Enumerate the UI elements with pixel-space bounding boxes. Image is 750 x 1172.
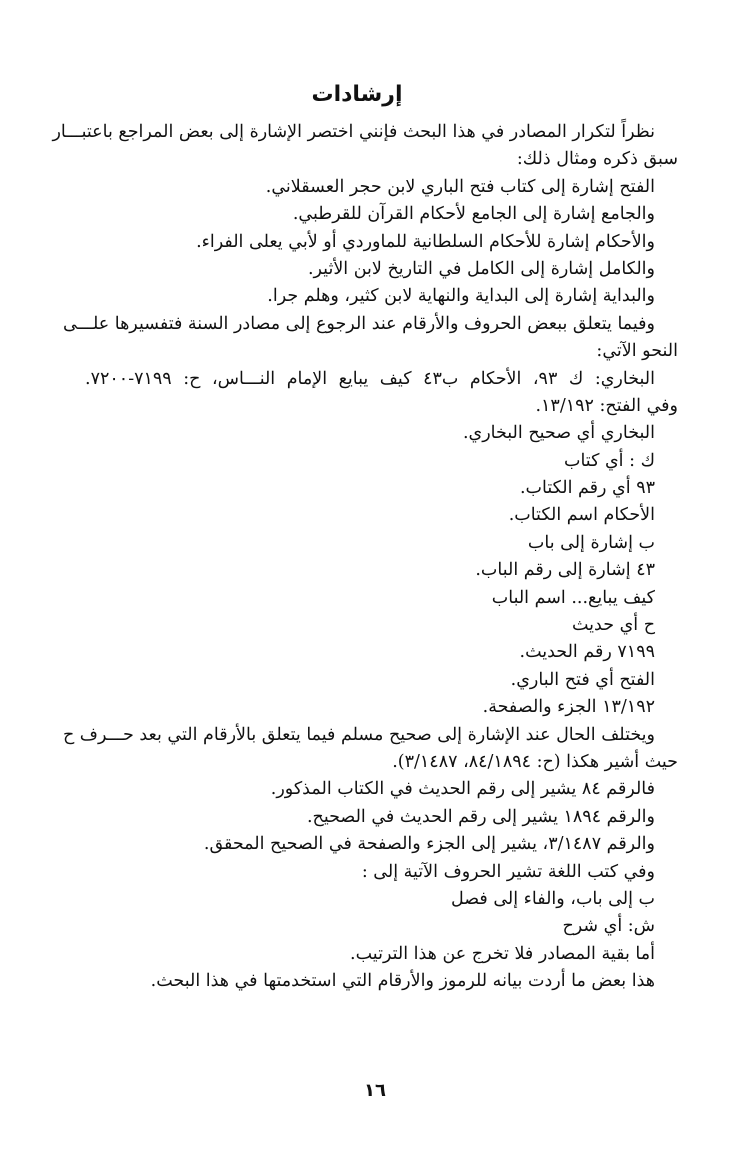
text-line: حيث أشير هكذا (ح: ٨٤/١٨٩٤، ٣/١٤٨٧). [392,751,678,772]
text-line: والرقم ١٨٩٤ يشير إلى رقم الحديث في الصحيح. [306,806,655,827]
text-line: فالرقم ٨٤ يشير إلى رقم الحديث في الكتاب المذكور. [270,779,655,800]
page-title: إرشادات [311,82,403,107]
text-line: الأحكام اسم الكتاب. [508,505,655,526]
text-line: ٩٣ أي رقم الكتاب. [519,478,655,499]
text-line: والأحكام إشارة للأحكام السلطانية للماوردي أو لأبي يعلى الفراء. [196,231,655,252]
text-line: أما بقية المصادر فلا تخرج عن هذا الترتيب. [350,943,655,964]
text-line: البخاري: ك ٩٣، الأحكام ب٤٣ كيف يبايع الإمام النـــاس، ح: ٧١٩٩-٧٢٠٠. [85,368,655,389]
text-line: وفي الفتح: ١٣/١٩٢. [535,395,678,416]
text-line: والرقم ٣/١٤٨٧، يشير إلى الجزء والصفحة في الصحيح المحقق. [203,834,655,855]
text-line: وفيما يتعلق ببعض الحروف والأرقام عند الرجوع إلى مصادر السنة فتفسيرها علـــى [62,313,655,334]
text-line: البخاري أي صحيح البخاري. [462,423,655,444]
text-line: ك : أي كتاب [564,450,655,471]
text-line: ويختلف الحال عند الإشارة إلى صحيح مسلم فيما يتعلق بالأرقام التي بعد حـــرف ح [62,724,655,745]
text-line: ب إشارة إلى باب [527,532,655,553]
text-line: الفتح أي فتح الباري. [510,669,655,690]
text-line: الفتح إشارة إلى كتاب فتح الباري لابن حجر العسقلاني. [265,176,655,197]
text-line: ش: أي شرح [562,916,655,937]
text-line: هذا بعض ما أردت بيانه للرموز والأرقام التي استخدمتها في هذا البحث. [150,971,655,992]
text-line: وفي كتب اللغة تشير الحروف الآتية إلى : [361,861,655,882]
text-line: ح أي حديث [571,615,655,636]
text-line: والجامع إشارة إلى الجامع لأحكام القرآن للقرطبي. [292,204,655,225]
body-text [0,119,750,996]
text-line: النحو الآتي: [596,341,678,362]
text-line: ٤٣ إشارة إلى رقم الباب. [475,560,655,581]
text-line: ب إلى باب، والفاء إلى فصل [450,888,655,909]
text-line: ٧١٩٩ رقم الحديث. [519,642,655,663]
text-line: والبداية إشارة إلى البداية والنهاية لابن كثير، وهلم جرا. [267,286,655,307]
text-line: نظراً لتكرار المصادر في هذا البحث فإنني اختصر الإشارة إلى بعض المراجع باعتبـــار [52,122,655,142]
text-line: ١٣/١٩٢ الجزء والصفحة. [482,697,655,718]
page-number: ١٦ [364,1080,386,1101]
text-line: والكامل إشارة إلى الكامل في التاريخ لابن الأثير. [307,258,655,279]
text-line: كيف يبايع... اسم الباب [491,587,655,608]
text-line: سبق ذكره ومثال ذلك: [516,149,678,170]
